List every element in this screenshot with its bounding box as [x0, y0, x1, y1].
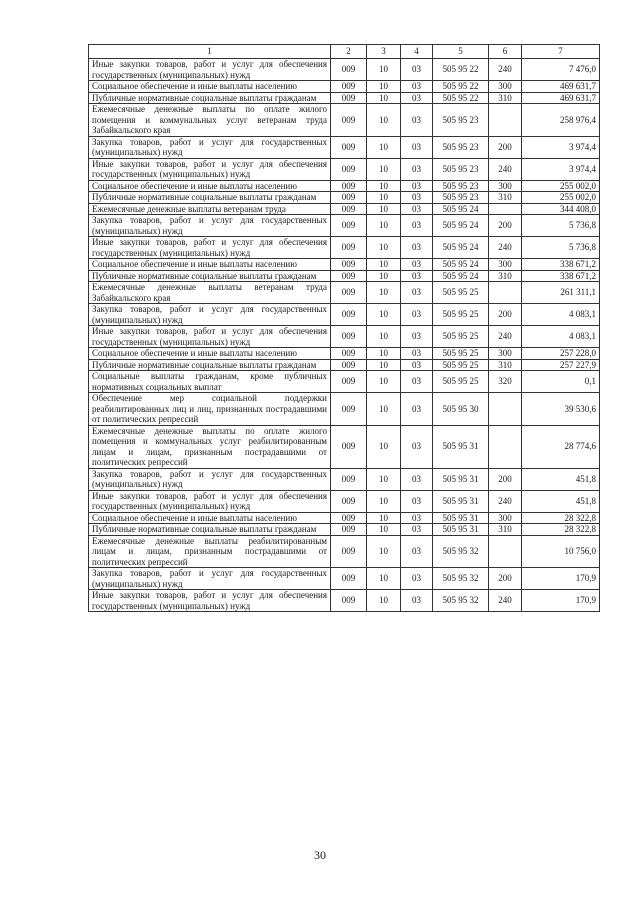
expense-type-cell: 200 [489, 468, 522, 490]
table-row [89, 490, 600, 512]
row-name-cell: Социальное обеспечение и иные выплаты населению [89, 348, 331, 360]
subsection-cell: 03 [401, 359, 433, 371]
ministry-code-cell: 009 [331, 590, 367, 612]
row-name-cell: Публичные нормативные социальные выплаты гражданам [89, 192, 331, 204]
ministry-code-cell: 009 [331, 490, 367, 512]
subsection-cell: 03 [401, 59, 433, 81]
row-name-cell: Обеспечение мер социальной поддержки реабилитированных лиц и лиц, признанных пострадавшими от политических репрессий [89, 393, 331, 426]
target-article-cell: 505 95 24 [433, 215, 489, 237]
expense-type-cell: 240 [489, 590, 522, 612]
expense-type-cell: 200 [489, 568, 522, 590]
expense-type-cell: 310 [489, 270, 522, 282]
target-article-cell: 505 95 23 [433, 104, 489, 137]
ministry-code-cell: 009 [331, 237, 367, 259]
section-cell: 10 [367, 425, 401, 468]
expense-type-cell: 300 [489, 512, 522, 524]
table-row [89, 348, 600, 360]
amount-cell: 255 002,0 [522, 180, 600, 192]
target-article-cell: 505 95 25 [433, 304, 489, 326]
expense-type-cell: 300 [489, 348, 522, 360]
ministry-code-cell: 009 [331, 393, 367, 426]
row-name-cell: Иные закупки товаров, работ и услуг для обеспечения государственных (муниципальных) нужд [89, 158, 331, 180]
ministry-code-cell: 009 [331, 359, 367, 371]
target-article-cell: 505 95 25 [433, 359, 489, 371]
subsection-cell: 03 [401, 568, 433, 590]
section-cell: 10 [367, 237, 401, 259]
subsection-cell: 03 [401, 490, 433, 512]
row-name-cell: Публичные нормативные социальные выплаты гражданам [89, 270, 331, 282]
subsection-cell: 03 [401, 371, 433, 393]
amount-cell: 28 322,8 [522, 512, 600, 524]
row-name-cell: Социальное обеспечение и иные выплаты населению [89, 180, 331, 192]
header-cell-3: 3 [367, 45, 401, 59]
ministry-code-cell: 009 [331, 81, 367, 93]
header-cell-6: 6 [489, 45, 522, 59]
expense-type-cell [489, 104, 522, 137]
ministry-code-cell: 009 [331, 192, 367, 204]
table-row [89, 468, 600, 490]
target-article-cell: 505 95 24 [433, 270, 489, 282]
ministry-code-cell: 009 [331, 348, 367, 360]
amount-cell: 170,9 [522, 590, 600, 612]
ministry-code-cell: 009 [331, 371, 367, 393]
amount-cell: 28 322,8 [522, 524, 600, 536]
target-article-cell: 505 95 22 [433, 92, 489, 104]
target-article-cell: 505 95 23 [433, 136, 489, 158]
table-row [89, 81, 600, 93]
table-row [89, 237, 600, 259]
table-body [89, 59, 600, 612]
table-row [89, 192, 600, 204]
target-article-cell: 505 95 25 [433, 371, 489, 393]
expense-type-cell: 240 [489, 59, 522, 81]
target-article-cell: 505 95 23 [433, 158, 489, 180]
section-cell: 10 [367, 203, 401, 215]
amount-cell: 4 083,1 [522, 304, 600, 326]
target-article-cell: 505 95 31 [433, 512, 489, 524]
row-name-cell: Социальное обеспечение и иные выплаты населению [89, 81, 331, 93]
amount-cell: 10 756,0 [522, 535, 600, 568]
row-name-cell: Закупка товаров, работ и услуг для государственных (муниципальных) нужд [89, 468, 331, 490]
target-article-cell: 505 95 31 [433, 468, 489, 490]
header-cell-5: 5 [433, 45, 489, 59]
expense-type-cell: 200 [489, 136, 522, 158]
expense-type-cell: 200 [489, 215, 522, 237]
ministry-code-cell: 009 [331, 282, 367, 304]
table-row [89, 512, 600, 524]
ministry-code-cell: 009 [331, 568, 367, 590]
section-cell: 10 [367, 215, 401, 237]
section-cell: 10 [367, 348, 401, 360]
amount-cell: 7 476,0 [522, 59, 600, 81]
table-header-row [89, 45, 600, 59]
subsection-cell: 03 [401, 136, 433, 158]
section-cell: 10 [367, 304, 401, 326]
expense-type-cell: 240 [489, 158, 522, 180]
subsection-cell: 03 [401, 259, 433, 271]
subsection-cell: 03 [401, 425, 433, 468]
section-cell: 10 [367, 136, 401, 158]
subsection-cell: 03 [401, 203, 433, 215]
table-row [89, 215, 600, 237]
amount-cell: 338 671,2 [522, 259, 600, 271]
ministry-code-cell: 009 [331, 158, 367, 180]
row-name-cell: Публичные нормативные социальные выплаты гражданам [89, 524, 331, 536]
table-row [89, 568, 600, 590]
section-cell: 10 [367, 393, 401, 426]
subsection-cell: 03 [401, 215, 433, 237]
section-cell: 10 [367, 590, 401, 612]
table-row [89, 282, 600, 304]
amount-cell: 5 736,8 [522, 237, 600, 259]
target-article-cell: 505 95 25 [433, 326, 489, 348]
table-row [89, 59, 600, 81]
subsection-cell: 03 [401, 104, 433, 137]
section-cell: 10 [367, 282, 401, 304]
expense-type-cell [489, 282, 522, 304]
row-name-cell: Социальное обеспечение и иные выплаты населению [89, 259, 331, 271]
subsection-cell: 03 [401, 468, 433, 490]
row-name-cell: Иные закупки товаров, работ и услуг для обеспечения государственных (муниципальных) нужд [89, 490, 331, 512]
amount-cell: 261 311,1 [522, 282, 600, 304]
ministry-code-cell: 009 [331, 468, 367, 490]
expense-type-cell [489, 393, 522, 426]
section-cell: 10 [367, 326, 401, 348]
subsection-cell: 03 [401, 524, 433, 536]
target-article-cell: 505 95 24 [433, 259, 489, 271]
row-name-cell: Иные закупки товаров, работ и услуг для обеспечения государственных (муниципальных) нужд [89, 59, 331, 81]
ministry-code-cell: 009 [331, 59, 367, 81]
row-name-cell: Закупка товаров, работ и услуг для государственных (муниципальных) нужд [89, 568, 331, 590]
table-row [89, 425, 600, 468]
expense-type-cell [489, 535, 522, 568]
target-article-cell: 505 95 31 [433, 524, 489, 536]
table-row [89, 535, 600, 568]
table-row [89, 92, 600, 104]
ministry-code-cell: 009 [331, 136, 367, 158]
target-article-cell: 505 95 30 [433, 393, 489, 426]
ministry-code-cell: 009 [331, 180, 367, 192]
row-name-cell: Ежемесячные денежные выплаты ветеранам труда Забайкальского края [89, 282, 331, 304]
subsection-cell: 03 [401, 237, 433, 259]
expense-type-cell [489, 203, 522, 215]
section-cell: 10 [367, 259, 401, 271]
row-name-cell: Иные закупки товаров, работ и услуг для обеспечения государственных (муниципальных) нужд [89, 237, 331, 259]
amount-cell: 469 631,7 [522, 81, 600, 93]
subsection-cell: 03 [401, 282, 433, 304]
ministry-code-cell: 009 [331, 524, 367, 536]
row-name-cell: Ежемесячные денежные выплаты ветеранам труда [89, 203, 331, 215]
row-name-cell: Закупка товаров, работ и услуг для государственных (муниципальных) нужд [89, 136, 331, 158]
subsection-cell: 03 [401, 92, 433, 104]
section-cell: 10 [367, 512, 401, 524]
row-name-cell: Социальные выплаты гражданам, кроме публичных нормативных социальных выплат [89, 371, 331, 393]
target-article-cell: 505 95 22 [433, 81, 489, 93]
target-article-cell: 505 95 23 [433, 192, 489, 204]
target-article-cell: 505 95 24 [433, 237, 489, 259]
section-cell: 10 [367, 524, 401, 536]
ministry-code-cell: 009 [331, 425, 367, 468]
subsection-cell: 03 [401, 81, 433, 93]
row-name-cell: Ежемесячные денежные выплаты по оплате жилого помещения и коммунальных услуг ветеранам труда Забайкальского края [89, 104, 331, 137]
table-row [89, 104, 600, 137]
subsection-cell: 03 [401, 158, 433, 180]
section-cell: 10 [367, 92, 401, 104]
section-cell: 10 [367, 568, 401, 590]
ministry-code-cell: 009 [331, 215, 367, 237]
subsection-cell: 03 [401, 326, 433, 348]
table-row [89, 136, 600, 158]
table-row [89, 158, 600, 180]
expense-type-cell: 320 [489, 371, 522, 393]
table-row [89, 326, 600, 348]
section-cell: 10 [367, 371, 401, 393]
row-name-cell: Закупка товаров, работ и услуг для государственных (муниципальных) нужд [89, 215, 331, 237]
ministry-code-cell: 009 [331, 326, 367, 348]
table-row [89, 371, 600, 393]
expense-type-cell: 310 [489, 92, 522, 104]
section-cell: 10 [367, 535, 401, 568]
amount-cell: 170,9 [522, 568, 600, 590]
section-cell: 10 [367, 270, 401, 282]
table-row [89, 359, 600, 371]
subsection-cell: 03 [401, 180, 433, 192]
section-cell: 10 [367, 180, 401, 192]
section-cell: 10 [367, 158, 401, 180]
target-article-cell: 505 95 24 [433, 203, 489, 215]
section-cell: 10 [367, 468, 401, 490]
header-cell-4: 4 [401, 45, 433, 59]
table-row [89, 203, 600, 215]
table-row [89, 180, 600, 192]
page-number: 30 [314, 848, 326, 862]
table-row [89, 259, 600, 271]
target-article-cell: 505 95 31 [433, 490, 489, 512]
amount-cell: 257 228,0 [522, 348, 600, 360]
section-cell: 10 [367, 81, 401, 93]
amount-cell: 39 530,6 [522, 393, 600, 426]
subsection-cell: 03 [401, 590, 433, 612]
section-cell: 10 [367, 104, 401, 137]
table-row [89, 590, 600, 612]
table-row [89, 524, 600, 536]
target-article-cell: 505 95 32 [433, 568, 489, 590]
amount-cell: 28 774,6 [522, 425, 600, 468]
ministry-code-cell: 009 [331, 535, 367, 568]
document-page [88, 44, 599, 612]
header-cell-2: 2 [331, 45, 367, 59]
expense-type-cell: 240 [489, 237, 522, 259]
amount-cell: 258 976,4 [522, 104, 600, 137]
subsection-cell: 03 [401, 192, 433, 204]
subsection-cell: 03 [401, 512, 433, 524]
row-name-cell: Ежемесячные денежные выплаты реабилитированным лицам и лицам, признанным пострадавшими от политических репрессий [89, 535, 331, 568]
row-name-cell: Публичные нормативные социальные выплаты гражданам [89, 92, 331, 104]
amount-cell: 3 974,4 [522, 136, 600, 158]
ministry-code-cell: 009 [331, 92, 367, 104]
amount-cell: 451,8 [522, 468, 600, 490]
target-article-cell: 505 95 25 [433, 348, 489, 360]
ministry-code-cell: 009 [331, 203, 367, 215]
subsection-cell: 03 [401, 348, 433, 360]
section-cell: 10 [367, 359, 401, 371]
row-name-cell: Ежемесячные денежные выплаты по оплате жилого помещения и коммунальных услуг реабилитированным лицам и лицам, признанным пострадавшими от политических репрессий [89, 425, 331, 468]
section-cell: 10 [367, 490, 401, 512]
row-name-cell: Публичные нормативные социальные выплаты гражданам [89, 359, 331, 371]
expense-type-cell: 310 [489, 359, 522, 371]
header-cell-7: 7 [522, 45, 600, 59]
budget-table [88, 44, 600, 612]
amount-cell: 257 227,9 [522, 359, 600, 371]
target-article-cell: 505 95 32 [433, 590, 489, 612]
amount-cell: 469 631,7 [522, 92, 600, 104]
expense-type-cell [489, 425, 522, 468]
subsection-cell: 03 [401, 535, 433, 568]
amount-cell: 255 002,0 [522, 192, 600, 204]
row-name-cell: Иные закупки товаров, работ и услуг для обеспечения государственных (муниципальных) нужд [89, 590, 331, 612]
header-cell-1: 1 [89, 45, 331, 59]
amount-cell: 0,1 [522, 371, 600, 393]
row-name-cell: Социальное обеспечение и иные выплаты населению [89, 512, 331, 524]
target-article-cell: 505 95 32 [433, 535, 489, 568]
expense-type-cell: 240 [489, 490, 522, 512]
amount-cell: 3 974,4 [522, 158, 600, 180]
ministry-code-cell: 009 [331, 104, 367, 137]
amount-cell: 5 736,8 [522, 215, 600, 237]
subsection-cell: 03 [401, 270, 433, 282]
ministry-code-cell: 009 [331, 304, 367, 326]
table-row [89, 393, 600, 426]
amount-cell: 338 671,2 [522, 270, 600, 282]
expense-type-cell: 310 [489, 192, 522, 204]
amount-cell: 4 083,1 [522, 326, 600, 348]
table-row [89, 304, 600, 326]
target-article-cell: 505 95 25 [433, 282, 489, 304]
ministry-code-cell: 009 [331, 512, 367, 524]
target-article-cell: 505 95 23 [433, 180, 489, 192]
row-name-cell: Закупка товаров, работ и услуг для государственных (муниципальных) нужд [89, 304, 331, 326]
expense-type-cell: 200 [489, 304, 522, 326]
row-name-cell: Иные закупки товаров, работ и услуг для обеспечения государственных (муниципальных) нужд [89, 326, 331, 348]
ministry-code-cell: 009 [331, 259, 367, 271]
expense-type-cell: 240 [489, 326, 522, 348]
table-row [89, 270, 600, 282]
section-cell: 10 [367, 192, 401, 204]
expense-type-cell: 310 [489, 524, 522, 536]
section-cell: 10 [367, 59, 401, 81]
amount-cell: 344 408,0 [522, 203, 600, 215]
target-article-cell: 505 95 22 [433, 59, 489, 81]
expense-type-cell: 300 [489, 180, 522, 192]
subsection-cell: 03 [401, 304, 433, 326]
amount-cell: 451,8 [522, 490, 600, 512]
subsection-cell: 03 [401, 393, 433, 426]
expense-type-cell: 300 [489, 259, 522, 271]
target-article-cell: 505 95 31 [433, 425, 489, 468]
ministry-code-cell: 009 [331, 270, 367, 282]
expense-type-cell: 300 [489, 81, 522, 93]
